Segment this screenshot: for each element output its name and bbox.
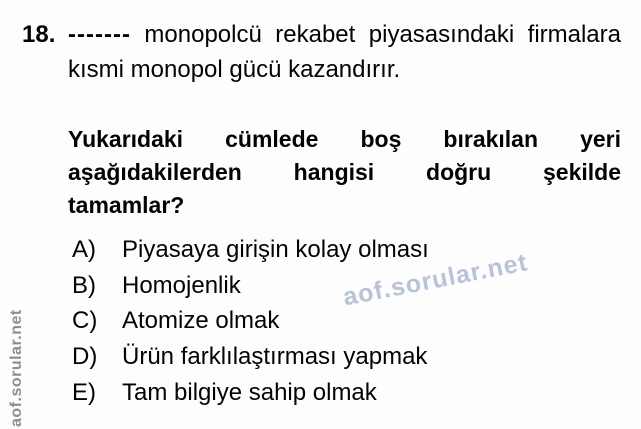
option-b-letter: B) [72, 271, 96, 299]
question-intro-line2: kısmi monopol gücü kazandırır. [68, 56, 401, 83]
option-d-letter: D) [72, 342, 98, 370]
question-number: 18. [22, 21, 56, 48]
blank-placeholder: ------- [68, 21, 131, 48]
watermark-diagonal: aof.sorular.net [340, 248, 531, 312]
option-e-letter: E) [72, 378, 96, 406]
option-a-letter: A) [72, 235, 96, 263]
question-intro-line1-text: monopolcü rekabet piyasasındaki firmalara [144, 21, 621, 48]
option-c [72, 303, 621, 339]
options-list [72, 232, 621, 410]
question-intro [68, 17, 621, 87]
option-b [72, 268, 621, 304]
option-a [72, 232, 621, 268]
question-prompt-line1: Yukarıdaki cümlede boş bırakılan yeri [68, 126, 621, 152]
option-c-text: Atomize olmak [122, 307, 280, 335]
option-c-letter: C) [72, 307, 98, 335]
option-a-text: Piyasaya girişin kolay olması [122, 235, 429, 263]
option-d [72, 339, 621, 375]
option-e-text: Tam bilgiye sahip olmak [122, 378, 377, 406]
watermark-vertical: aof.sorular.net [8, 309, 25, 427]
option-e [72, 375, 621, 411]
question-intro-line1 [68, 17, 621, 52]
option-d-text: Ürün farklılaştırması yapmak [122, 342, 428, 370]
question-prompt-line2: aşağıdakilerden hangisi doğru şekilde [68, 159, 621, 185]
question-prompt [68, 123, 621, 222]
question-prompt-line3: tamamlar? [68, 192, 185, 218]
option-b-text: Homojenlik [122, 271, 241, 299]
